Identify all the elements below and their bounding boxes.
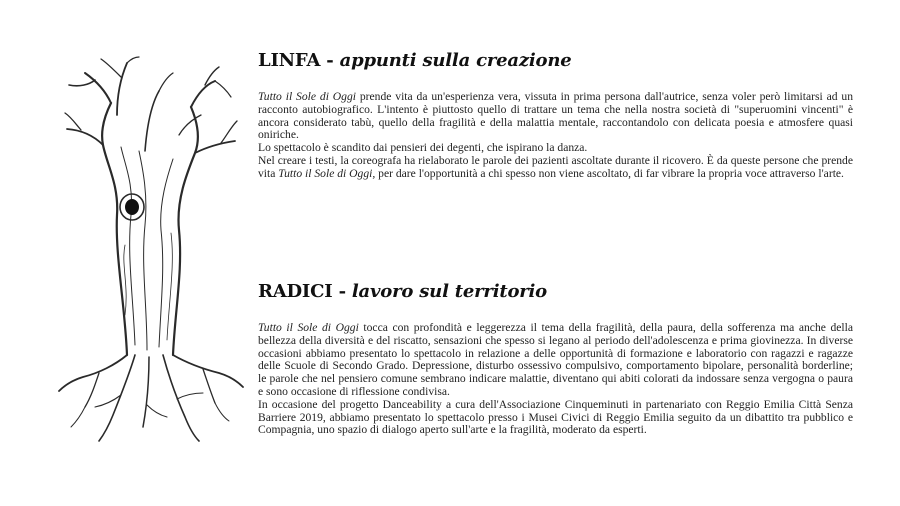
linfa-title-sub: appunti sulla creazione <box>339 50 572 71</box>
linfa-section <box>258 50 853 181</box>
show-title-italic: Tutto il Sole di Oggi, <box>278 166 376 180</box>
radici-section <box>258 281 853 437</box>
linfa-heading <box>258 50 853 71</box>
linfa-paragraph-3 <box>258 155 853 181</box>
linfa-title-separator: - <box>320 50 340 71</box>
radici-paragraph-1 <box>258 322 853 399</box>
radici-heading <box>258 281 853 302</box>
show-title-italic: Tutto il Sole di Oggi <box>258 90 356 103</box>
linfa-title-main: LINFA <box>258 50 321 71</box>
tree-illustration-icon <box>55 55 245 445</box>
linfa-paragraph-1 <box>258 91 853 142</box>
linfa-paragraph-3-text-b: per dare l'opportunità a chi spesso non viene ascoltato, di far vibrare la propria voce attraverso l'arte. <box>375 166 844 180</box>
linfa-paragraph-2: Lo spettacolo è scandito dai pensieri dei degenti, che ispirano la danza. <box>258 141 588 155</box>
radici-title-main: RADICI <box>258 281 333 302</box>
radici-title-sub: lavoro sul territorio <box>351 281 547 302</box>
show-title-italic: Tutto il Sole di Oggi <box>258 321 359 334</box>
linfa-paragraph-3-text-a: Nel creare i testi, la coreografa ha rielaborato le parole dei pazienti ascoltate durante il ricovero. È da queste persone che prende vita <box>258 153 853 180</box>
radici-body <box>258 322 853 437</box>
linfa-paragraph-1-text: prende vita da un'esperienza vera, vissuta in prima persona dall'autrice, senza voler però limitarsi ad un racconto autobiografico. L'intento è piuttosto quello di trattare un tema che nella nostra società di "superuomini vincenti" è ancora considerato tabù, quello della fragilità e della malattia mentale, raccontandolo con delicata poesia e atmosfere quasi oniriche. <box>258 90 853 142</box>
radici-title-separator: - <box>332 281 352 302</box>
radici-paragraph-1-text: tocca con profondità e leggerezza il tema della fragilità, della paura, della sofferenza ma anche della bellezza della diversità e del riscatto, sensazioni che spesso si legano al periodo dell'adolescenza e prima giovinezza. In diverse occasioni abbiamo presentato lo spettacolo in relazione a delle opportunità di formazione e laboratorio con ragazzi e ragazze delle Scuole di Secondo Grado. Depressione, disturbo ossessivo compulsivo, comportamento bipolare, personalità borderline; le parole che nel pensiero comune sembrano indicare malattie, diventano qui abiti colorati da indossare senza vergogna o paura e sono occasione di riflessione condivisa. <box>258 321 854 398</box>
radici-paragraph-2: In occasione del progetto Danceability a cura dell'Associazione Cinqueminuti in partenariato con Reggio Emilia Città Senza Barriere 2019, abbiamo presentato lo spettacolo presso i Musei Civici di Reggio Emilia seguito da un dibattito tra pubblico e Compagnia, uno spazio di dialogo aperto sull'arte e la fragilità, moderato da esperti. <box>258 397 853 437</box>
linfa-body <box>258 91 853 181</box>
